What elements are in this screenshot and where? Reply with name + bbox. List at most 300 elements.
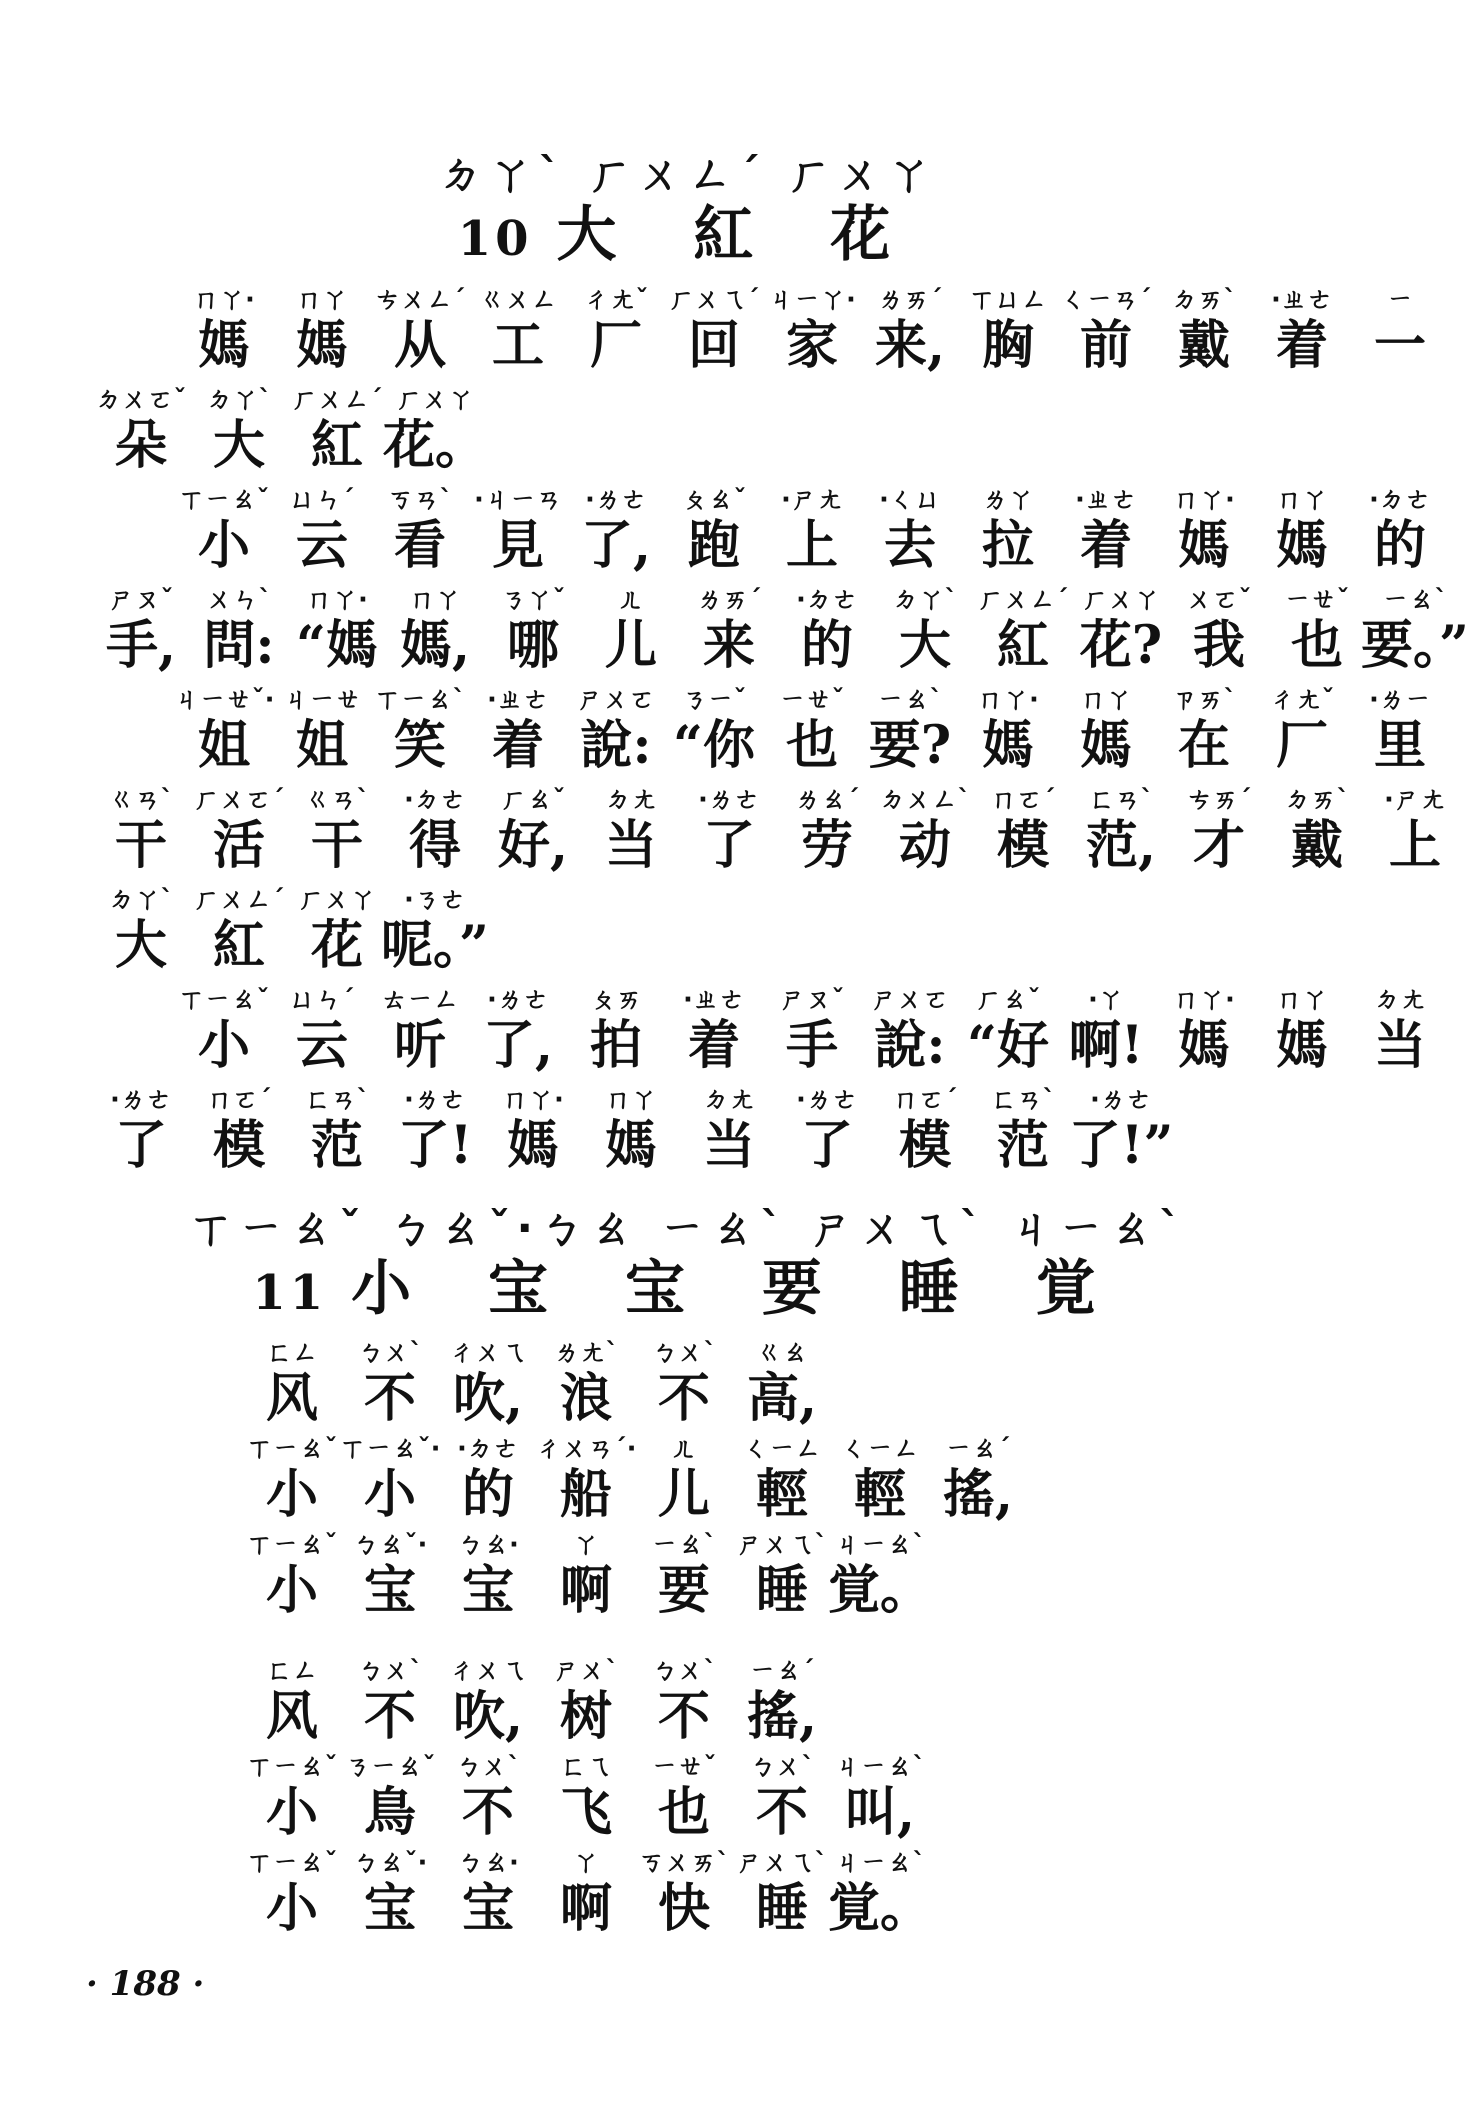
- zhuyin-annotation: ㄅㄨˋ: [357, 1338, 423, 1368]
- zhuyin-annotation: ㄇㄚ·: [977, 685, 1039, 715]
- hanzi-character: 才: [1192, 815, 1245, 876]
- hanzi-character: 回: [687, 315, 740, 376]
- zhuyin-annotation: ㄈㄥ: [265, 1338, 318, 1368]
- hanzi-character: 媽: [1275, 515, 1328, 576]
- hanzi-character: 范,: [1085, 815, 1157, 876]
- character-cell: [959, 485, 1057, 577]
- character-cell: [371, 285, 469, 377]
- character-cell: [763, 485, 861, 577]
- character-cell: [1253, 685, 1351, 777]
- hanzi-character: 当: [702, 1115, 755, 1176]
- hanzi-character: 上: [1388, 815, 1441, 876]
- hanzi-character: 浪: [559, 1368, 612, 1429]
- hanzi-character: 在: [1177, 715, 1230, 776]
- text-line: [92, 885, 489, 977]
- lesson-11-title: [0, 1204, 1376, 1328]
- zhuyin-annotation: ㄉㄤ: [1373, 985, 1426, 1015]
- hanzi-character: 宝: [363, 1878, 416, 1939]
- hanzi-character: 小: [363, 1464, 416, 1525]
- zhuyin-annotation: ·ㄉㄜ: [1369, 485, 1431, 515]
- hanzi-character: 吹,: [452, 1368, 524, 1429]
- character-cell: [733, 1752, 831, 1844]
- character-cell: [680, 585, 778, 677]
- text-line: [175, 685, 1449, 777]
- character-cell: [635, 1338, 733, 1430]
- hanzi-character: 云: [295, 1015, 348, 1076]
- lesson-11-title-text: 小 宝 宝 要 睡 覚: [351, 1254, 1124, 1324]
- page-number: · 188 ·: [86, 1964, 205, 2004]
- hanzi-character: 啊!: [1068, 1015, 1144, 1076]
- zhuyin-annotation: ·ㄋㄜ: [404, 885, 466, 915]
- text-line: [92, 1085, 1174, 1177]
- character-cell: [861, 685, 959, 777]
- hanzi-character: 活: [212, 815, 265, 876]
- character-cell: [1268, 785, 1366, 877]
- text-line: [243, 1338, 831, 1430]
- zhuyin-annotation: ㄧ: [1386, 285, 1413, 315]
- character-cell: [537, 1752, 635, 1844]
- zhuyin-annotation: ㄕㄨㄛ: [870, 985, 949, 1015]
- character-cell: [243, 1338, 341, 1430]
- hanzi-character: 輕: [853, 1464, 906, 1525]
- text-line: [175, 285, 1449, 377]
- character-cell: [288, 585, 386, 677]
- character-cell: [92, 585, 190, 677]
- zhuyin-annotation: ㄇㄚ·: [1173, 985, 1235, 1015]
- zhuyin-annotation: ㄕㄨㄟˋ: [736, 1530, 828, 1560]
- hanzi-character: 也: [1290, 615, 1343, 676]
- hanzi-character: 劳: [800, 815, 853, 876]
- character-cell: [190, 585, 288, 677]
- character-cell: [876, 1085, 974, 1177]
- hanzi-character: 模: [898, 1115, 951, 1176]
- hanzi-character: 快: [657, 1878, 710, 1939]
- character-cell: [582, 585, 680, 677]
- hanzi-character: 大: [212, 415, 265, 476]
- character-cell: [1057, 285, 1155, 377]
- zhuyin-annotation: ㄨㄛˇ: [1186, 585, 1252, 615]
- zhuyin-annotation: ·ㄉㄜ: [404, 785, 466, 815]
- hanzi-character: 着: [687, 1015, 740, 1076]
- hanzi-character: 媽: [981, 715, 1034, 776]
- hanzi-character: 覚。: [828, 1878, 933, 1939]
- character-cell: [1057, 985, 1155, 1077]
- zhuyin-annotation: ㄔㄨㄢˊ·: [535, 1434, 637, 1464]
- zhuyin-annotation: ㄍㄢˋ: [108, 785, 174, 815]
- character-cell: [959, 985, 1057, 1077]
- zhuyin-annotation: ·ㄉㄜ: [457, 1434, 519, 1464]
- hanzi-character: 媽: [604, 1115, 657, 1176]
- character-cell: [341, 1656, 439, 1748]
- hanzi-character: 来,: [874, 315, 946, 376]
- hanzi-character: 不: [657, 1368, 710, 1429]
- character-cell: [635, 1530, 733, 1622]
- hanzi-character: 小: [265, 1878, 318, 1939]
- hanzi-character: 花。: [383, 415, 488, 476]
- character-cell: [974, 1085, 1072, 1177]
- hanzi-character: 小: [265, 1560, 318, 1621]
- hanzi-character: 拍: [589, 1015, 642, 1076]
- character-cell: [778, 785, 876, 877]
- zhuyin-annotation: ㄧㄠˋ: [651, 1530, 717, 1560]
- hanzi-character: 了: [702, 815, 755, 876]
- hanzi-character: 手,: [105, 615, 177, 676]
- zhuyin-annotation: ㄇㄚ: [604, 1085, 657, 1115]
- hanzi-character: 风: [265, 1368, 318, 1429]
- zhuyin-annotation: ㄇㄚ: [408, 585, 461, 615]
- hanzi-character: 睡: [755, 1878, 808, 1939]
- hanzi-character: 紅: [996, 615, 1049, 676]
- text-line: [175, 985, 1449, 1077]
- character-cell: [341, 1848, 439, 1940]
- zhuyin-annotation: ㄐㄧㄠˋ: [834, 1848, 926, 1878]
- character-cell: [190, 785, 288, 877]
- lesson-10-title-text: 大 紅 花: [556, 200, 919, 270]
- zhuyin-annotation: ㄒㄩㄥ: [968, 285, 1047, 315]
- character-cell: [341, 1752, 439, 1844]
- zhuyin-annotation: ㄅㄠ·: [457, 1848, 519, 1878]
- character-cell: [1351, 685, 1449, 777]
- hanzi-character: 紅: [212, 915, 265, 976]
- character-cell: [763, 685, 861, 777]
- text-line: [175, 485, 1449, 577]
- character-cell: [439, 1338, 537, 1430]
- character-cell: [861, 985, 959, 1077]
- character-cell: [537, 1656, 635, 1748]
- character-cell: [243, 1752, 341, 1844]
- zhuyin-annotation: ㄧㄝˇ: [1284, 585, 1350, 615]
- character-cell: [175, 485, 273, 577]
- character-cell: [1072, 785, 1170, 877]
- character-cell: [831, 1752, 929, 1844]
- hanzi-character: 飞: [559, 1782, 612, 1843]
- text-line: [243, 1434, 1027, 1526]
- character-cell: [733, 1848, 831, 1940]
- hanzi-character: 媽: [1177, 1015, 1230, 1076]
- character-cell: [876, 585, 974, 677]
- text-line: [243, 1530, 933, 1622]
- hanzi-character: 不: [363, 1686, 416, 1747]
- zhuyin-annotation: ㄐㄧㄝ: [282, 685, 361, 715]
- hanzi-character: 小: [265, 1782, 318, 1843]
- hanzi-character: 媽: [506, 1115, 559, 1176]
- hanzi-character: 的: [461, 1464, 514, 1525]
- hanzi-character: 不: [461, 1782, 514, 1843]
- hanzi-character: 的: [800, 615, 853, 676]
- zhuyin-annotation: ·ㄌㄜ: [110, 1085, 172, 1115]
- hanzi-character: 花?: [1079, 615, 1163, 676]
- character-cell: [635, 1848, 733, 1940]
- zhuyin-annotation: ㄅㄨˋ: [357, 1656, 423, 1686]
- character-cell: [288, 885, 386, 977]
- zhuyin-annotation: ㄇㄚ: [1275, 985, 1328, 1015]
- hanzi-character: 上: [785, 515, 838, 576]
- zhuyin-annotation: ㄦ: [617, 585, 644, 615]
- zhuyin-annotation: ㄍㄠ: [755, 1338, 808, 1368]
- character-cell: [582, 785, 680, 877]
- zhuyin-annotation: ·ㄉㄜ: [796, 585, 858, 615]
- hanzi-character: 戴: [1290, 815, 1343, 876]
- zhuyin-annotation: ·ㄐㄧㄢ: [474, 485, 562, 515]
- zhuyin-annotation: ㄕㄨㄛ: [576, 685, 655, 715]
- hanzi-character: 从: [393, 315, 446, 376]
- zhuyin-annotation: ㄑㄧㄥ: [840, 1434, 919, 1464]
- hanzi-character: 了!: [397, 1115, 473, 1176]
- character-cell: [386, 785, 484, 877]
- hanzi-character: 大: [898, 615, 951, 676]
- character-cell: [1351, 485, 1449, 577]
- hanzi-character: 也: [657, 1782, 710, 1843]
- zhuyin-annotation: ㄌㄠˊ: [794, 785, 860, 815]
- hanzi-character: 了: [114, 1115, 167, 1176]
- character-cell: [635, 1656, 733, 1748]
- zhuyin-annotation: ㄕㄨㄟˋ: [736, 1848, 828, 1878]
- zhuyin-annotation: ㄇㄚ: [1079, 685, 1132, 715]
- zhuyin-annotation: ㄇㄚ·: [1173, 485, 1235, 515]
- zhuyin-annotation: ·ㄓㄜ: [487, 685, 549, 715]
- character-cell: [733, 1530, 831, 1622]
- hanzi-character: 媽: [1275, 1015, 1328, 1076]
- hanzi-character: 船: [559, 1464, 612, 1525]
- zhuyin-annotation: ·ㄌㄜ: [796, 1085, 858, 1115]
- zhuyin-annotation: ㄔㄨㄟ: [448, 1338, 527, 1368]
- zhuyin-annotation: ㄌㄤˋ: [553, 1338, 619, 1368]
- hanzi-character: 姐: [295, 715, 348, 776]
- character-cell: [243, 1530, 341, 1622]
- hanzi-character: 模: [996, 815, 1049, 876]
- zhuyin-annotation: ·ㄕㄤ: [781, 485, 843, 515]
- zhuyin-annotation: ㄏㄠˇ: [975, 985, 1041, 1015]
- hanzi-character: 鳥: [363, 1782, 416, 1843]
- character-cell: [959, 285, 1057, 377]
- character-cell: [831, 1434, 929, 1526]
- character-cell: [92, 885, 190, 977]
- character-cell: [582, 1085, 680, 1177]
- hanzi-character: 要。”: [1361, 615, 1469, 676]
- character-cell: [273, 485, 371, 577]
- character-cell: [828, 1848, 933, 1940]
- zhuyin-annotation: ㄎㄢˋ: [387, 485, 453, 515]
- hanzi-character: 一: [1373, 315, 1426, 376]
- zhuyin-annotation: ㄧㄠˊ: [945, 1434, 1011, 1464]
- character-cell: [341, 1338, 439, 1430]
- text-line: [243, 1848, 933, 1940]
- text-line: [243, 1656, 831, 1748]
- zhuyin-annotation: ㄉㄚˋ: [108, 885, 174, 915]
- hanzi-character: 得: [408, 815, 461, 876]
- character-cell: [1268, 585, 1366, 677]
- character-cell: [763, 285, 861, 377]
- zhuyin-annotation: ㄈㄢˋ: [1088, 785, 1154, 815]
- zhuyin-annotation: ㄈㄢˋ: [304, 1085, 370, 1115]
- hanzi-character: 干: [310, 815, 363, 876]
- zhuyin-annotation: ㄆㄠˇ: [681, 485, 747, 515]
- hanzi-character: 呢。”: [381, 915, 489, 976]
- hanzi-character: 輕: [755, 1464, 808, 1525]
- hanzi-character: 睡: [755, 1560, 808, 1621]
- hanzi-character: 紅: [310, 415, 363, 476]
- character-cell: [484, 585, 582, 677]
- character-cell: [469, 285, 567, 377]
- lesson-11-title-zhuyin: ㄒㄧㄠˇ ㄅㄠˇ·ㄅㄠ ㄧㄠˋ ㄕㄨㄟˋ ㄐㄧㄠˋ: [189, 1203, 1187, 1254]
- hanzi-character: 說:: [580, 715, 652, 776]
- character-cell: [243, 1656, 341, 1748]
- hanzi-character: 叫,: [844, 1782, 916, 1843]
- hanzi-character: 說:: [874, 1015, 946, 1076]
- zhuyin-annotation: ㄋㄧˇ: [681, 685, 747, 715]
- zhuyin-annotation: ㄉㄚˋ: [206, 385, 272, 415]
- character-cell: [273, 285, 371, 377]
- character-cell: [469, 485, 567, 577]
- zhuyin-annotation: ㄏㄨㄛˊ: [193, 785, 285, 815]
- hanzi-character: 不: [363, 1368, 416, 1429]
- hanzi-character: 小: [197, 1015, 250, 1076]
- character-cell: [929, 1434, 1027, 1526]
- zhuyin-annotation: ㄩㄣˊ: [289, 985, 355, 1015]
- zhuyin-annotation: ㄅㄨˋ: [651, 1338, 717, 1368]
- zhuyin-annotation: ·ㄕㄤ: [1384, 785, 1446, 815]
- hanzi-character: 宝: [461, 1878, 514, 1939]
- character-cell: [190, 385, 288, 477]
- text-line: [92, 585, 1469, 677]
- zhuyin-annotation: ㄔㄤˇ: [1269, 685, 1335, 715]
- zhuyin-annotation: ㄏㄨㄚ: [1081, 585, 1160, 615]
- zhuyin-annotation: ㄌㄞˊ: [877, 285, 943, 315]
- hanzi-character: 胸: [981, 315, 1034, 376]
- character-cell: [288, 1085, 386, 1177]
- hanzi-character: 見: [491, 515, 544, 576]
- character-cell: [567, 285, 665, 377]
- zhuyin-annotation: ㄒㄧㄠˇ: [178, 985, 270, 1015]
- zhuyin-annotation: ㄧㄝˇ: [779, 685, 845, 715]
- zhuyin-annotation: ㄌㄚ: [981, 485, 1034, 515]
- character-cell: [763, 985, 861, 1077]
- hanzi-character: 厂: [589, 315, 642, 376]
- character-cell: [1155, 985, 1253, 1077]
- zhuyin-annotation: ㄩㄣˊ: [289, 485, 355, 515]
- zhuyin-annotation: ㄒㄧㄠˇ: [246, 1752, 338, 1782]
- character-cell: [371, 985, 469, 1077]
- zhuyin-annotation: ㄉㄨㄥˋ: [879, 785, 971, 815]
- character-cell: [243, 1434, 341, 1526]
- character-cell: [371, 685, 469, 777]
- character-cell: [1057, 485, 1155, 577]
- character-cell: [273, 985, 371, 1077]
- hanzi-character: “好: [967, 1015, 1049, 1076]
- character-cell: [1366, 785, 1464, 877]
- character-cell: [1155, 685, 1253, 777]
- zhuyin-annotation: ㄉㄤ: [702, 1085, 755, 1115]
- character-cell: [386, 1085, 484, 1177]
- zhuyin-annotation: ㄑㄧㄥ: [742, 1434, 821, 1464]
- lesson-10-title-zhuyin: ㄉㄚˋ ㄏㄨㄥˊ ㄏㄨㄚ: [438, 149, 938, 200]
- character-cell: [665, 485, 763, 577]
- character-cell: [175, 985, 273, 1077]
- character-cell: [439, 1530, 537, 1622]
- hanzi-character: 工: [491, 315, 544, 376]
- zhuyin-annotation: ㄇㄛˊ: [990, 785, 1056, 815]
- character-cell: [1361, 585, 1469, 677]
- hanzi-character: 来: [702, 615, 755, 676]
- character-cell: [1072, 585, 1170, 677]
- hanzi-character: 树: [559, 1686, 612, 1747]
- character-cell: [175, 685, 273, 777]
- zhuyin-annotation: ·ㄌㄜ: [487, 985, 549, 1015]
- zhuyin-annotation: ㄅㄨˋ: [651, 1656, 717, 1686]
- character-cell: [92, 385, 190, 477]
- hanzi-character: 媽: [295, 315, 348, 376]
- character-cell: [439, 1752, 537, 1844]
- character-cell: [1057, 685, 1155, 777]
- zhuyin-annotation: ㄧㄠˋ: [877, 685, 943, 715]
- zhuyin-annotation: ㄒㄧㄠˇ·: [339, 1434, 441, 1464]
- hanzi-character: “媽: [296, 615, 378, 676]
- character-cell: [439, 1848, 537, 1940]
- hanzi-character: 着: [1079, 515, 1132, 576]
- zhuyin-annotation: ㄇㄚ·: [502, 1085, 564, 1115]
- zhuyin-annotation: ㄅㄨˋ: [749, 1752, 815, 1782]
- zhuyin-annotation: ㄐㄧㄠˋ: [834, 1752, 926, 1782]
- zhuyin-annotation: ㄆㄞ: [589, 985, 642, 1015]
- zhuyin-annotation: ㄅㄠˇ·: [352, 1530, 428, 1560]
- hanzi-character: 模: [212, 1115, 265, 1176]
- zhuyin-annotation: ·ㄚ: [1088, 985, 1124, 1015]
- character-cell: [371, 485, 469, 577]
- zhuyin-annotation: ㄍㄢˋ: [304, 785, 370, 815]
- zhuyin-annotation: ㄒㄧㄠˋ: [374, 685, 466, 715]
- character-cell: [876, 785, 974, 877]
- hanzi-character: 問:: [203, 615, 275, 676]
- character-cell: [778, 1085, 876, 1177]
- zhuyin-annotation: ·ㄓㄜ: [1271, 285, 1333, 315]
- hanzi-character: 搖,: [942, 1464, 1014, 1525]
- hanzi-character: 花: [310, 915, 363, 976]
- hanzi-character: 不: [755, 1782, 808, 1843]
- character-cell: [861, 485, 959, 577]
- character-cell: [680, 785, 778, 877]
- text-line: [92, 785, 1464, 877]
- character-cell: [974, 785, 1072, 877]
- hanzi-character: 了!”: [1068, 1115, 1174, 1176]
- zhuyin-annotation: ㄈㄥ: [265, 1656, 318, 1686]
- character-cell: [733, 1338, 831, 1430]
- lesson-11-number: 11: [252, 1265, 328, 1321]
- zhuyin-annotation: ㄏㄨㄥˊ: [193, 885, 285, 915]
- zhuyin-annotation: ㄧㄠˋ: [1382, 585, 1448, 615]
- zhuyin-annotation: ㄘㄨㄥˊ: [374, 285, 466, 315]
- hanzi-character: 范: [310, 1115, 363, 1176]
- character-cell: [469, 685, 567, 777]
- character-cell: [288, 385, 386, 477]
- character-cell: [680, 1085, 778, 1177]
- hanzi-character: 干: [114, 815, 167, 876]
- character-cell: [537, 1848, 635, 1940]
- zhuyin-annotation: ㄉㄨㄛˇ: [95, 385, 187, 415]
- lesson-10-title: [0, 150, 1376, 274]
- character-cell: [386, 585, 484, 677]
- character-cell: [537, 1434, 635, 1526]
- hanzi-character: “你: [673, 715, 755, 776]
- hanzi-character: 高,: [746, 1368, 818, 1429]
- hanzi-character: 我: [1192, 615, 1245, 676]
- zhuyin-annotation: ㄎㄨㄞˋ: [638, 1848, 730, 1878]
- zhuyin-annotation: ㄍㄨㄥ: [478, 285, 557, 315]
- character-cell: [1155, 485, 1253, 577]
- zhuyin-annotation: ㄏㄨㄚ: [297, 885, 376, 915]
- zhuyin-annotation: ·ㄌㄜ: [1090, 1085, 1152, 1115]
- zhuyin-annotation: ㄅㄨˋ: [455, 1752, 521, 1782]
- hanzi-character: 听: [393, 1015, 446, 1076]
